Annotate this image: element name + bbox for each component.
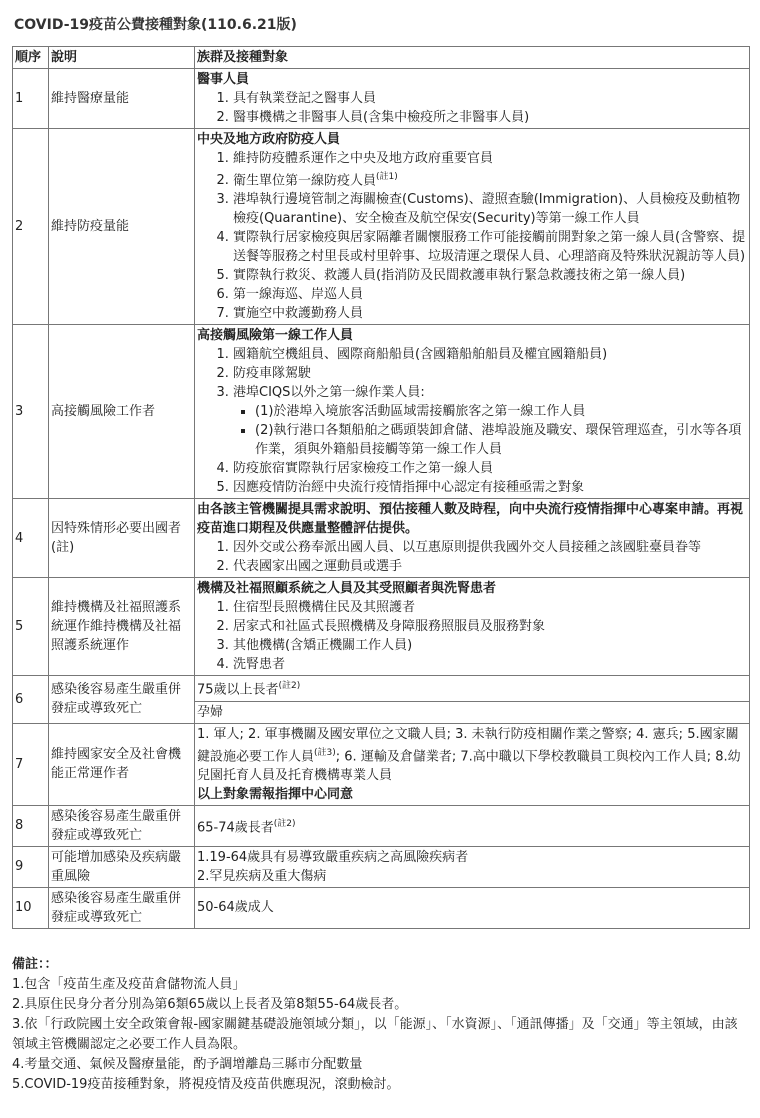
row-target — [195, 723, 750, 805]
table-row — [13, 129, 750, 325]
target-text: 75歲以上長者 — [197, 682, 279, 698]
list-item-text: 衛生單位第一線防疫人員 — [233, 173, 377, 189]
row-order: 7 — [13, 723, 49, 805]
footnote-ref: (註3) — [314, 747, 336, 758]
list-item-text: 港埠CIQS以外之第一線作業人員: — [233, 385, 425, 401]
list-item: 2. 代表國家出國之運動員或選手 — [233, 557, 747, 576]
row-target: 50-64歲成人 — [195, 887, 750, 928]
list-item: 4. 洗腎患者 — [233, 655, 747, 674]
notes-section — [12, 955, 750, 1095]
list-item: 6. 第一線海巡、岸巡人員 — [233, 285, 747, 304]
approval-note: 以上對象需報指揮中心同意 — [197, 786, 354, 802]
list-item: 7. 實施空中救護勤務人員 — [233, 304, 747, 323]
list-item: 1. 因外交或公務奉派出國人員、以互惠原則提供我國外交人員接種之該國駐臺員眷等 — [233, 538, 747, 557]
row-target — [195, 325, 750, 499]
list-item: 1. 國籍航空機組員、國際商船船員(含國籍船舶船員及權宜國籍船員) — [233, 345, 747, 364]
row-description: 感染後容易產生嚴重併發症或導致死亡 — [49, 805, 195, 846]
footnote-ref: (註2) — [273, 818, 296, 829]
sub-list-item: ▪ (1)於港埠入境旅客活動區域需接觸旅客之第一線工作人員 — [255, 402, 747, 421]
target-list — [197, 538, 747, 576]
header-description: 說明 — [49, 47, 195, 69]
list-item: 4. 防疫旅宿實際執行居家檢疫工作之第一線人員 — [233, 459, 747, 478]
table-row — [13, 325, 750, 499]
group-title: 高接觸風險第一線工作人員 — [197, 328, 354, 344]
table-row — [13, 723, 750, 805]
row-order: 5 — [13, 578, 49, 676]
list-item: 4. 實際執行居家檢疫與居家隔離者關懷服務工作可能接觸前開對象之第一線人員(含警察、提送餐等服務之村里長或村里幹事、垃圾清運之環保人員、心理諮商及特殊狀況親訪等人員) — [233, 228, 747, 266]
row-target — [195, 129, 750, 325]
row-description: 感染後容易產生嚴重併發症或導致死亡 — [49, 676, 195, 723]
target-text — [197, 725, 747, 785]
note-item: 3.依「行政院國土安全政策會報-國家關鍵基礎設施領域分類」，以「能源」、「水資源」、「通訊傳播」及「交通」等主領域，由該領域主管機關認定之必要工作人員為限。 — [12, 1016, 738, 1052]
row-order: 2 — [13, 129, 49, 325]
group-title: 機構及社福照顧系統之人員及其受照顧者與洗腎患者 — [197, 581, 497, 597]
row-description: 維持醫療量能 — [49, 69, 195, 129]
row-target — [195, 69, 750, 129]
row-target — [195, 499, 750, 578]
target-text: 1.19-64歲具有易導致嚴重疾病之高風險疾病者 — [197, 849, 469, 865]
list-item: 1. 維持防疫體系運作之中央及地方政府重要官員 — [233, 149, 747, 168]
list-item: 2. 醫事機構之非醫事人員(含集中檢疫所之非醫事人員) — [233, 108, 747, 127]
group-title: 醫事人員 — [197, 72, 250, 87]
list-item — [233, 168, 747, 190]
list-item: 3. 其他機構(含矯正機關工作人員) — [233, 636, 747, 655]
table-row — [13, 676, 750, 701]
row-target — [195, 578, 750, 676]
table-header-row — [13, 47, 750, 69]
target-list — [197, 89, 747, 127]
row-description: 維持機構及社福照護系統運作維持機構及社福照護系統運作 — [49, 578, 195, 676]
row-description: 維持國家安全及社會機能正常運作者 — [49, 723, 195, 805]
row-target — [195, 846, 750, 887]
vaccine-priority-table — [12, 46, 750, 929]
row-order: 9 — [13, 846, 49, 887]
row-order: 3 — [13, 325, 49, 499]
group-title: 中央及地方政府防疫人員 — [197, 132, 341, 147]
row-description: 高接觸風險工作者 — [49, 325, 195, 499]
sub-list-item: ▪ (2)執行港口各類船舶之碼頭裝卸倉儲、港埠設施及職安、環保管理巡查，引水等各項作業，須與外籍船員接觸等第一線工作人員 — [255, 421, 747, 459]
page-title: COVID-19疫苗公費接種對象(110.6.21版) — [14, 17, 297, 33]
target-list — [197, 598, 747, 674]
row-target: 孕婦 — [195, 701, 750, 723]
note-item: 2.具原住民身分者分別為第6類65歲以上長者及第8類55-64歲長者。 — [12, 996, 408, 1012]
target-text: 2.罕見疾病及重大傷病 — [197, 868, 327, 884]
row-order: 10 — [13, 887, 49, 928]
list-item: 1. 住宿型長照機構住民及其照護者 — [233, 598, 747, 617]
row-order: 1 — [13, 69, 49, 129]
target-text: 65-74歲長者 — [197, 820, 274, 836]
row-description: 因特殊情形必要出國者(註) — [49, 499, 195, 578]
list-item: 5. 實際執行救災、救護人員(指消防及民間救護車執行緊急救護技術之第一線人員) — [233, 266, 747, 285]
list-item: 2. 防疫車隊駕駛 — [233, 364, 747, 383]
row-order: 4 — [13, 499, 49, 578]
row-target — [195, 676, 750, 701]
row-target — [195, 805, 750, 846]
footnote-ref: (註2) — [278, 681, 301, 692]
table-row — [13, 69, 750, 129]
list-item — [233, 383, 747, 459]
list-item: 1. 具有執業登記之醫事人員 — [233, 89, 747, 108]
sub-list — [233, 402, 747, 459]
header-target: 族群及接種對象 — [195, 47, 750, 69]
target-list — [197, 345, 747, 497]
list-item: 5. 因應疫情防治經中央流行疫情指揮中心認定有接種亟需之對象 — [233, 478, 747, 497]
footnote-ref: (註1) — [376, 172, 398, 182]
header-order: 順序 — [13, 47, 49, 69]
note-item: 1.包含「疫苗生產及疫苗倉儲物流人員」 — [12, 976, 246, 992]
group-title: 由各該主管機關提具需求說明、預估接種人數及時程，向中央流行疫情指揮中心專案申請。再視疫苗進口期程及供應量整體評估提供。 — [197, 502, 744, 537]
note-item: 5.COVID-19疫苗接種對象，將視疫情及疫苗供應現況，滾動檢討。 — [12, 1076, 400, 1092]
target-text-part: ; 6. 運輸及倉儲業者; 7.高中職以下學校教職員工與校內工作人員; 8.幼兒園托育人員及托育機構專業人員 — [197, 748, 741, 783]
notes-heading: 備註：： — [12, 956, 58, 972]
row-description: 維持防疫量能 — [49, 129, 195, 325]
row-order: 6 — [13, 676, 49, 723]
row-description: 可能增加感染及疾病嚴重風險 — [49, 846, 195, 887]
note-item: 4.考量交通、氣候及醫療量能，酌予調增離島三縣市分配數量 — [12, 1056, 363, 1072]
table-row — [13, 887, 750, 928]
table-row — [13, 578, 750, 676]
table-row — [13, 805, 750, 846]
list-item: 2. 居家式和社區式長照機構及身障服務照服員及服務對象 — [233, 617, 747, 636]
table-row — [13, 499, 750, 578]
row-description: 感染後容易產生嚴重併發症或導致死亡 — [49, 887, 195, 928]
row-order: 8 — [13, 805, 49, 846]
list-item: 3. 港埠執行邊境管制之海關檢查(Customs)、證照查驗(Immigration)、人員檢疫及動植物檢疫(Quarantine)、安全檢查及航空保安(Security)等第一線工作人員 — [233, 190, 747, 228]
target-list — [197, 149, 747, 323]
target-text-part: 1. 軍人; 2. 軍事機關及國安單位之文職人員; 3. 未執行防疫相關作業之警察; 4. 憲兵; 5.國家關鍵設施必要工作人員 — [197, 726, 739, 764]
table-row — [13, 846, 750, 887]
